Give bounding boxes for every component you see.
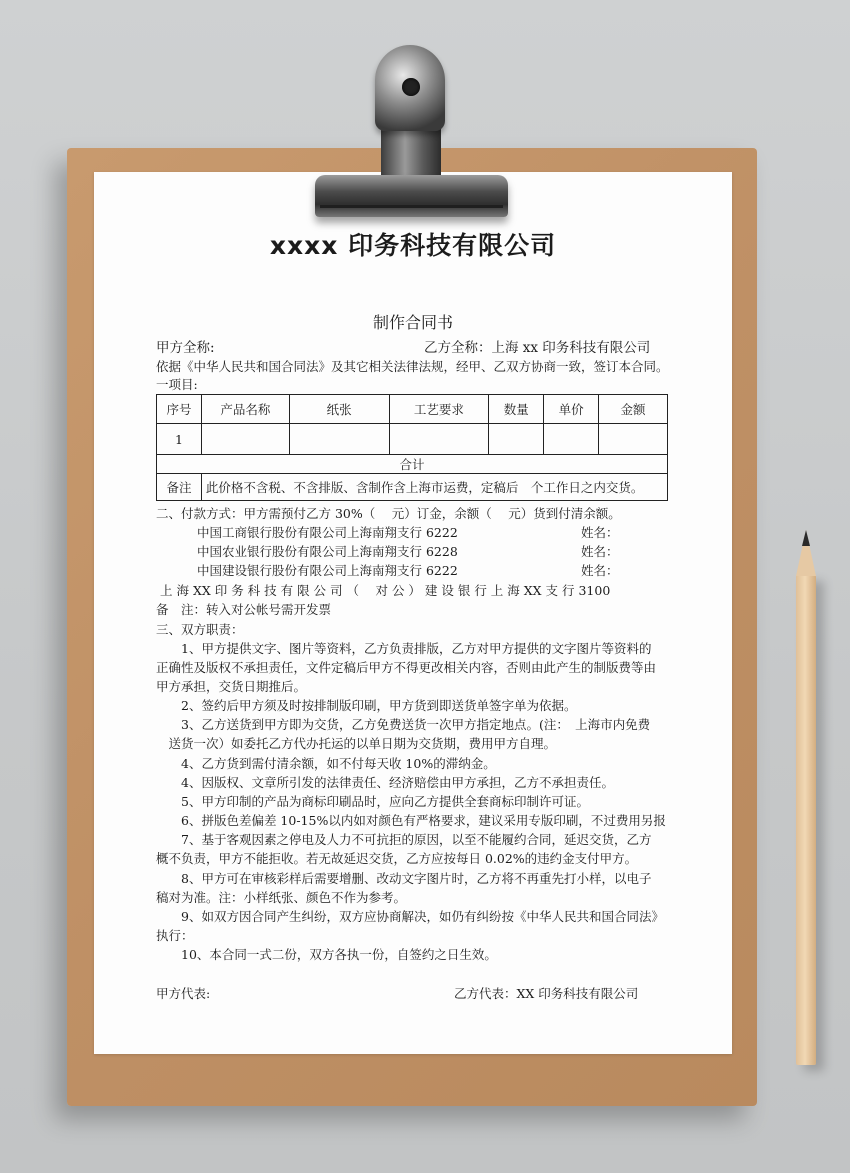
pencil (796, 575, 816, 1065)
duties-heading: 三、双方职责： (156, 622, 244, 637)
table-note-row (157, 474, 668, 501)
total-label: 合计 (157, 455, 668, 474)
binder-clip-hole (402, 78, 420, 96)
table-cell: 1 (157, 424, 202, 455)
table-cell (599, 424, 668, 455)
duty-line: 稿对为准。注：小样纸张、颜色不作为参考。 (156, 890, 407, 905)
duty-line: 1、甲方提供文字、图片等资料，乙方负责排版，乙方对甲方提供的文字图片等资料的 (156, 641, 652, 656)
duty-line: 4、乙方货到需付清余额，如不付每天收 10%的滞纳金。 (156, 756, 496, 771)
party-a-name: 甲方全称: (156, 340, 215, 356)
table-total-row (157, 455, 668, 474)
duty-line: 10、本合同一式二份，双方各执一份，自签约之日生效。 (156, 947, 497, 962)
table-header-row (157, 395, 668, 424)
bank-holder-name: 姓名： (581, 525, 619, 540)
duty-line: 送货一次）如委托乙方代办托运的以单日期为交货期，费用甲方自理。 (156, 736, 557, 751)
duty-line: 3、乙方送货到甲方即为交货，乙方免费送货一次甲方指定地点。(注： 上海市内免费 (156, 717, 651, 732)
table-cell (489, 424, 544, 455)
table-cell (289, 424, 389, 455)
corporate-account: 上 海 XX 印 务 科 技 有 限 公 司 （ 对 公 ） 建 设 银 行 上 海 XX 支 行 3100 (160, 583, 611, 598)
duty-line: 2、签约后甲方须及时按排制版印刷，甲方货到即送货单签字单为依据。 (156, 698, 577, 713)
duty-line: 甲方承担，交货日期推后。 (156, 679, 307, 694)
duty-line: 8、甲方可在审核彩样后需要增删、改动文字图片时，乙方将不再重先打小样，以电子 (156, 871, 652, 886)
duty-line: 6、拼版色差偏差 10-15%以内如对颜色有严格要求，建议采用专版印刷，不过费用另报 (156, 813, 666, 828)
duty-line: 4、因版权、文章所引发的法律责任、经济赔偿由甲方承担，乙方不承担责任。 (156, 775, 614, 790)
duty-line: 7、基于客观因素之停电及人力不可抗拒的原因，以至不能履约合同，延迟交货，乙方 (156, 832, 652, 847)
duty-line: 概不负责，甲方不能拒收。若无故延迟交货，乙方应按每日 0.02%的违约金支付甲方。 (156, 851, 638, 866)
note-text: 此价格不含税、不含排版、含制作含上海市运费，定稿后 个工作日之内交货。 (201, 474, 667, 501)
party-a-signature: 甲方代表: (156, 986, 211, 1001)
bank-line: 中国农业银行股份有限公司上海南翔支行 6228 (197, 544, 458, 559)
column-header: 序号 (157, 395, 202, 424)
column-header: 产品名称 (201, 395, 289, 424)
pencil-lead (802, 530, 810, 546)
bank-holder-name: 姓名： (581, 544, 619, 559)
column-header: 工艺要求 (389, 395, 489, 424)
table-cell (389, 424, 489, 455)
section-projects-heading: 一项目: (156, 377, 198, 392)
column-header: 纸张 (289, 395, 389, 424)
duty-line: 9、如双方因合同产生纠纷，双方应协商解决，如仍有纠纷按《中华人民共和国合同法》 (156, 909, 664, 924)
column-header: 单价 (544, 395, 599, 424)
items-table (156, 394, 668, 501)
duty-line: 正确性及版权不承担责任，文件定稿后甲方不得更改相关内容，否则由此产生的制版费等由 (156, 660, 657, 675)
bank-line: 中国建设银行股份有限公司上海南翔支行 6222 (197, 563, 458, 578)
binder-clip-edge (320, 205, 503, 208)
party-b-signature: 乙方代表：XX 印务科技有限公司 (454, 986, 639, 1001)
binder-clip (315, 175, 508, 217)
column-header: 金额 (599, 395, 668, 424)
note-label: 备注 (157, 474, 202, 501)
payment-remark: 备 注：转入对公帐号需开发票 (156, 602, 332, 617)
table-row (157, 424, 668, 455)
party-b-name: 乙方全称：上海 xx 印务科技有限公司 (424, 340, 651, 356)
contract-paper (94, 172, 732, 1054)
column-header: 数量 (489, 395, 544, 424)
company-title: xxxx 印务科技有限公司 (269, 231, 557, 260)
bank-holder-name: 姓名： (581, 563, 619, 578)
duty-line: 执行： (156, 928, 194, 943)
document-title: 制作合同书 (372, 313, 453, 332)
intro-text: 依据《中华人民共和国合同法》及其它相关法律法规，经甲、乙双方协商一致，签订本合同。 (156, 359, 669, 374)
table-cell (201, 424, 289, 455)
table-cell (544, 424, 599, 455)
duty-line: 5、甲方印制的产品为商标印刷品时，应向乙方提供全套商标印制许可证。 (156, 794, 589, 809)
bank-line: 中国工商银行股份有限公司上海南翔支行 6222 (197, 525, 458, 540)
payment-heading: 二、付款方式：甲方需预付乙方 30%（ 元）订金，余额（ 元）货到付清余额。 (156, 506, 621, 521)
